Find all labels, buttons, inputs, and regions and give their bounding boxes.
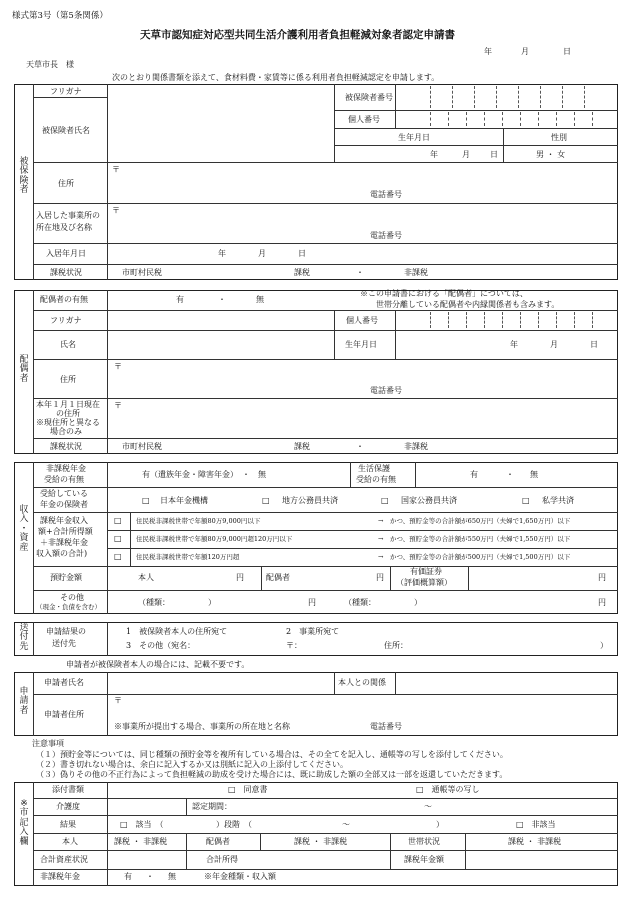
applicant-address-label: 申請者住所 <box>44 710 84 719</box>
applicant-name-label: 申請者氏名 <box>44 678 84 687</box>
insured-tax-exempt[interactable]: 非課税 <box>404 268 428 277</box>
applicant-note: 申請者が被保険者本人の場合には、記載不要です。 <box>66 660 250 669</box>
note-item-3: （３）偽りその他の不正行為によって負担軽減の助成を受けた場合には、既に助成した額の全部又は一部を返還していただきます。 <box>36 770 508 779</box>
office-spouse-label: 配偶者 <box>206 837 230 846</box>
condition-checkbox-2[interactable]: □ <box>114 534 122 543</box>
other-kind-2: （種類： <box>344 598 376 607</box>
income-section-label: 収 入 ・ 資 産 <box>19 505 29 553</box>
welfare-yes[interactable]: 有 <box>470 470 478 479</box>
spouse-address-label: 住所 <box>60 375 76 384</box>
insured-frame <box>14 84 618 280</box>
calc-label-line1: 課税年金収入 <box>40 516 88 525</box>
send-option-3[interactable]: 3 その他（宛名： <box>126 641 196 650</box>
jan-address-line4: 場合のみ <box>50 427 82 436</box>
insured-birth-month: 月 <box>462 150 470 159</box>
spouse-section-label: 配 偶 者 <box>19 355 29 384</box>
office-result-label: 結果 <box>60 820 76 829</box>
other-kind-1-close: ） <box>208 598 216 607</box>
insurer-checkbox-4[interactable]: □ <box>522 496 530 505</box>
condition-2-left: 住民税非課税世帯で年額80万9,000円超120万円以下 <box>136 535 293 543</box>
spouse-tax-dot: ・ <box>356 442 364 451</box>
spouse-postal-mark: 〒 <box>114 362 122 371</box>
pension-options[interactable]: 有（遺族年金・障害年金） ・ 無 <box>142 470 266 479</box>
savings-label: 預貯金額 <box>50 573 82 582</box>
note-item-1: （１）預貯金等については、同じ種類の預貯金等を複所有している場合は、その全てを記入し、通帳等の写しを添付してください。 <box>36 750 508 759</box>
office-not-applicable-checkbox[interactable]: □ 非該当 <box>516 820 556 829</box>
welfare-dot: ・ <box>506 470 514 479</box>
send-label-line2: 送付先 <box>52 639 76 648</box>
insurer-option-4: 私学共済 <box>542 496 574 505</box>
spouse-yes-option[interactable]: 有 <box>176 295 184 304</box>
spouse-tax-taxed[interactable]: 課税 <box>294 442 310 451</box>
insurer-checkbox-2[interactable]: □ <box>262 496 270 505</box>
spouse-birth-month: 月 <box>550 340 558 349</box>
office-pension-note: ※年金種類・収入額 <box>204 872 276 881</box>
move-in-date-label: 入居年月日 <box>46 249 86 258</box>
insurer-option-3: 国家公務員共済 <box>401 496 457 505</box>
office-total-income-label: 合計所得 <box>206 855 238 864</box>
spouse-note-line2: 世帯分離している配偶者や内縁関係者も含みます。 <box>376 300 560 309</box>
other-kind-1: （種類： <box>138 598 170 607</box>
other-label-line2: （現金・負債を含む） <box>36 603 101 611</box>
insurer-label-line2: 年金の保険者 <box>40 500 88 509</box>
facility-postal-mark: 〒 <box>112 206 120 215</box>
insured-tax-dot: ・ <box>356 268 364 277</box>
welfare-no[interactable]: 無 <box>530 470 538 479</box>
office-stage-close: ） <box>436 820 444 829</box>
other-kind-2-close: ） <box>414 598 422 607</box>
insurer-option-1: 日本年金機構 <box>160 496 208 505</box>
insured-gender-label: 性別 <box>551 133 567 142</box>
office-nontax-pension-label: 非課税年金 <box>40 872 80 881</box>
intro-text: 次のとおり関係書類を添えて、食材料費・家賃等に係る利用者負担軽減認定を申請します。 <box>112 73 440 82</box>
spouse-name-label: 氏名 <box>60 340 76 349</box>
insured-furigana-label: フリガナ <box>50 87 82 96</box>
savings-self-label: 本人 <box>138 573 154 582</box>
spouse-tax-status-label: 課税状況 <box>50 442 82 451</box>
pension-label-line1: 非課税年金 <box>46 464 86 473</box>
facility-label-line1: 入居した事業所の <box>36 211 100 220</box>
welfare-label-line1: 生活保護 <box>358 464 390 473</box>
spouse-tax-exempt[interactable]: 非課税 <box>404 442 428 451</box>
welfare-label-line2: 受給の有無 <box>356 475 396 484</box>
spouse-tax-municipal: 市町村民税 <box>122 442 162 451</box>
office-pension-dot: ・ <box>146 872 154 881</box>
spouse-birth-year: 年 <box>510 340 518 349</box>
office-section-label: ※ 市 記 入 欄 <box>19 799 29 847</box>
office-period-tilde: ～ <box>424 802 432 811</box>
send-option-1[interactable]: 1 被保険者本人の住所宛て <box>126 627 228 636</box>
spouse-birth-day: 日 <box>590 340 598 349</box>
note-item-2: （２）書き切れない場合は、余白に記入するか又は別紙に記入の上添付してください。 <box>36 760 348 769</box>
insurer-checkbox-1[interactable]: □ <box>142 496 150 505</box>
office-pension-no[interactable]: 無 <box>168 872 176 881</box>
condition-checkbox-3[interactable]: □ <box>114 552 122 561</box>
other-yen-2: 円 <box>598 598 606 607</box>
send-close-paren: ） <box>600 641 608 650</box>
applicant-frame <box>14 672 618 736</box>
notes-heading: 注意事項 <box>32 739 64 748</box>
facility-label-line2: 所在地及び名称 <box>36 223 92 232</box>
office-pension-yes[interactable]: 有 <box>124 872 132 881</box>
other-label-line1: その他 <box>60 593 84 602</box>
send-option-2[interactable]: 2 事業所宛て <box>286 627 340 636</box>
insurer-label-line1: 受給している <box>40 489 88 498</box>
insured-birth-year: 年 <box>430 150 438 159</box>
office-self-label: 本人 <box>62 837 78 846</box>
spouse-personal-number-label: 個人番号 <box>346 316 378 325</box>
date-year-label: 年 <box>484 47 492 56</box>
spouse-note-line1: ※この申請書における「配偶者」については、 <box>360 289 528 298</box>
calc-label-line2: 額+合計所得額 <box>38 527 93 536</box>
insured-personal-number-label: 個人番号 <box>348 115 380 124</box>
insured-name-label: 被保険者氏名 <box>42 126 90 135</box>
insured-birth-date-label: 生年月日 <box>398 133 430 142</box>
pension-label-line2: 受給の有無 <box>44 475 84 484</box>
move-in-day: 日 <box>298 249 306 258</box>
insured-address-label: 住所 <box>58 179 74 188</box>
office-total-assets-label: 合計資産状況 <box>40 855 88 864</box>
spouse-frame <box>14 290 618 454</box>
condition-3-right: → かつ、預貯金等の合計額が500万円（夫婦で1,500万円）以下 <box>378 553 571 561</box>
securities-yen: 円 <box>598 573 606 582</box>
move-in-year: 年 <box>218 249 226 258</box>
condition-3-left: 住民税非課税世帯で年額120万円超 <box>136 553 240 561</box>
applicant-postal-mark: 〒 <box>114 696 122 705</box>
send-label-line1: 申請結果の <box>46 627 86 636</box>
other-yen-1: 円 <box>308 598 316 607</box>
applicant-relation-label: 本人との関係 <box>338 678 386 687</box>
savings-self-yen: 円 <box>236 573 244 582</box>
applicant-phone-label: 電話番号 <box>370 722 402 731</box>
office-consent-checkbox[interactable]: □ 同意書 <box>228 785 268 794</box>
insured-phone-label: 電話番号 <box>370 190 402 199</box>
insurer-option-2: 地方公務員共済 <box>282 496 338 505</box>
spouse-furigana-label: フリガナ <box>50 316 82 325</box>
office-stage-tilde: ～ <box>342 820 350 829</box>
insured-section-label: 被 保 険 者 <box>19 157 29 196</box>
securities-label-line1: 有価証券 <box>410 567 442 576</box>
send-postal-label: 〒： <box>286 641 302 650</box>
send-address-label: 住所： <box>384 641 408 650</box>
condition-1-left: 住民税非課税世帯で年額80万9,000円以下 <box>136 517 261 525</box>
condition-1-right: → かつ、預貯金等の合計額が650万円（夫婦で1,650万円）以下 <box>378 517 571 525</box>
date-day-label: 日 <box>563 47 571 56</box>
spouse-dot: ・ <box>218 295 226 304</box>
insurer-checkbox-3[interactable]: □ <box>381 496 389 505</box>
jan-postal-mark: 〒 <box>114 401 122 410</box>
office-household-label: 世帯状況 <box>408 837 440 846</box>
move-in-month: 月 <box>258 249 266 258</box>
insured-tax-municipal: 市町村民税 <box>122 268 162 277</box>
jan-address-line3: ※現住所と異なる <box>36 418 100 427</box>
spouse-no-option[interactable]: 無 <box>256 295 264 304</box>
office-attached-label: 添付書類 <box>52 785 84 794</box>
jan-address-line2: の住所 <box>56 409 80 418</box>
insured-birth-day: 日 <box>490 150 498 159</box>
insured-gender-options[interactable]: 男 ・ 女 <box>536 150 566 159</box>
condition-checkbox-1[interactable]: □ <box>114 516 122 525</box>
facility-phone-label: 電話番号 <box>370 231 402 240</box>
calc-label-line3: ＋非課税年金 <box>40 538 88 547</box>
office-self-tax[interactable]: 課税 ・ 非課税 <box>114 837 168 846</box>
calc-label-line4: 収入額の合計) <box>36 549 88 558</box>
applicant-address-note: ※事業所が提出する場合、事業所の所在地と名称 <box>114 722 290 731</box>
office-cert-period-label: 認定期間： <box>192 802 232 811</box>
insured-tax-status-label: 課税状況 <box>50 268 82 277</box>
office-care-level-label: 介護度 <box>56 802 80 811</box>
securities-label-line2: （評価概算額） <box>396 578 452 587</box>
insured-postal-mark: 〒 <box>112 165 120 174</box>
office-applicable-checkbox[interactable]: □ 該当 （ <box>120 820 164 829</box>
addressee: 天草市長 様 <box>26 60 74 69</box>
form-number: 様式第3号（第5条関係） <box>12 11 108 21</box>
office-taxable-pension-label: 課税年金額 <box>404 855 444 864</box>
applicant-section-label: 申 請 者 <box>19 687 29 716</box>
condition-2-right: → かつ、預貯金等の合計額が550万円（夫婦で1,550万円）以下 <box>378 535 571 543</box>
savings-spouse-yen: 円 <box>376 573 384 582</box>
office-passbook-checkbox[interactable]: □ 通帳等の写し <box>416 785 480 794</box>
date-month-label: 月 <box>521 47 529 56</box>
office-spouse-tax[interactable]: 課税 ・ 非課税 <box>294 837 348 846</box>
office-stage-label: ）段階 （ <box>216 820 252 829</box>
insured-tax-taxed[interactable]: 課税 <box>294 268 310 277</box>
insured-number-label: 被保険者番号 <box>345 93 393 102</box>
spouse-birth-date-label: 生年月日 <box>345 340 377 349</box>
spouse-exists-label: 配偶者の有無 <box>40 295 88 304</box>
office-household-tax[interactable]: 課税 ・ 非課税 <box>508 837 562 846</box>
send-section-label: 送 付 先 <box>19 623 29 652</box>
form-title: 天草市認知症対応型共同生活介護利用者負担軽減対象者認定申請書 <box>140 29 455 41</box>
savings-spouse-label: 配偶者 <box>266 573 290 582</box>
jan-address-line1: 本年１月１日現在 <box>36 400 100 409</box>
spouse-phone-label: 電話番号 <box>370 386 402 395</box>
